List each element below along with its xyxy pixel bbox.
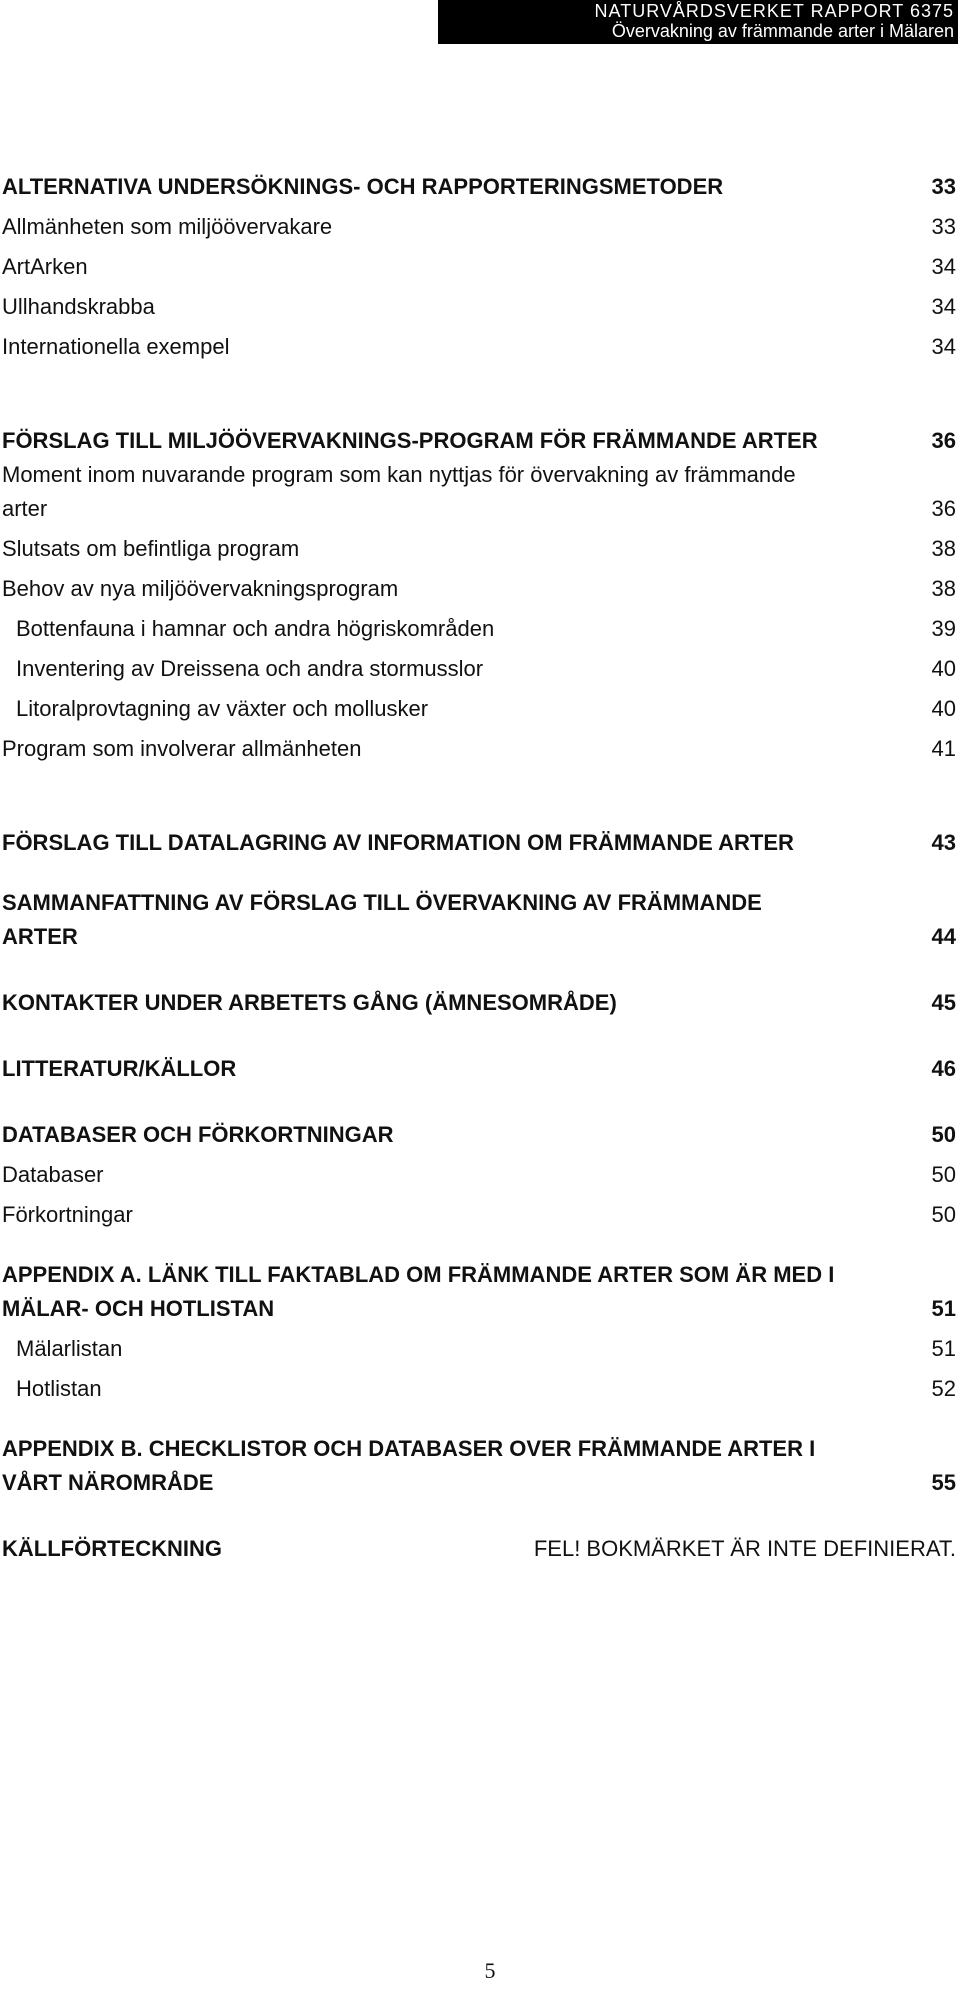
toc-entry-page: 44 bbox=[931, 924, 956, 949]
toc-entry-title: FÖRSLAG TILL MILJÖÖVERVAKNINGS-PROGRAM FÖR FRÄMMANDE ARTER bbox=[2, 428, 818, 453]
toc-entry-title: Bottenfauna i hamnar och andra högriskområden bbox=[16, 616, 495, 641]
toc-entry[interactable] bbox=[2, 1192, 956, 1232]
toc-entry[interactable] bbox=[2, 458, 956, 526]
spacer bbox=[2, 954, 956, 980]
toc-entry-title: SAMMANFATTNING AV FÖRSLAG TILL ÖVERVAKNING AV FRÄMMANDE ARTER bbox=[2, 890, 762, 949]
toc-entry-page: 51 bbox=[931, 1296, 956, 1321]
spacer bbox=[2, 1232, 956, 1258]
toc-entry-page-error: FEL! BOKMÄRKET ÄR INTE DEFINIERAT. bbox=[533, 1536, 956, 1561]
toc-entry-page: 36 bbox=[931, 428, 956, 453]
toc-entry-title: Internationella exempel bbox=[2, 334, 230, 359]
spacer bbox=[2, 1406, 956, 1432]
toc-entry-page: 50 bbox=[931, 1162, 956, 1187]
toc-entry[interactable] bbox=[2, 526, 956, 566]
toc-entry-title: Förkortningar bbox=[2, 1202, 133, 1227]
toc-entry[interactable] bbox=[2, 1258, 956, 1326]
toc-entry-page: 45 bbox=[931, 990, 956, 1015]
toc-entry-page: 55 bbox=[931, 1470, 956, 1495]
toc-entry-page: 33 bbox=[931, 214, 956, 239]
toc-entry[interactable] bbox=[2, 324, 956, 364]
report-title: Övervakning av främmande arter i Mälaren bbox=[611, 21, 954, 41]
toc-entry-page: 38 bbox=[931, 536, 956, 561]
toc-entry[interactable] bbox=[2, 686, 956, 726]
spacer bbox=[2, 364, 956, 390]
toc-entry-page: 39 bbox=[931, 616, 956, 641]
toc-entry-title: Inventering av Dreissena och andra stormusslor bbox=[16, 656, 484, 681]
toc-entry[interactable] bbox=[2, 164, 956, 204]
toc-entry[interactable] bbox=[2, 566, 956, 606]
toc-entry-title: DATABASER OCH FÖRKORTNINGAR bbox=[2, 1122, 394, 1147]
toc-entry-page: 38 bbox=[931, 576, 956, 601]
toc-entry-title: Program som involverar allmänheten bbox=[2, 736, 362, 761]
toc-entry-page: 50 bbox=[931, 1202, 956, 1227]
toc-entry[interactable] bbox=[2, 726, 956, 766]
toc-entry-title: Behov av nya miljöövervakningsprogram bbox=[2, 576, 399, 601]
toc-entry[interactable] bbox=[2, 1046, 956, 1086]
table-of-contents bbox=[2, 164, 956, 1566]
toc-entry[interactable] bbox=[2, 390, 956, 458]
toc-entry-page: 34 bbox=[931, 294, 956, 319]
page-header bbox=[438, 0, 958, 44]
toc-entry-title: ALTERNATIVA UNDERSÖKNINGS- OCH RAPPORTERINGSMETODER bbox=[2, 174, 724, 199]
toc-entry-title: Moment inom nuvarande program som kan nyttjas för övervakning av främmande arter bbox=[2, 462, 796, 521]
toc-entry-page: 36 bbox=[931, 496, 956, 521]
toc-entry-page: 40 bbox=[931, 696, 956, 721]
toc-entry-title: APPENDIX A. LÄNK TILL FAKTABLAD OM FRÄMMANDE ARTER SOM ÄR MED I MÄLAR- OCH HOTLISTAN bbox=[2, 1262, 835, 1321]
toc-entry-title: Ullhandskrabba bbox=[2, 294, 155, 319]
toc-entry-title: APPENDIX B. CHECKLISTOR OCH DATABASER OVER FRÄMMANDE ARTER I VÅRT NÄROMRÅDE bbox=[2, 1436, 816, 1495]
spacer bbox=[2, 1500, 956, 1526]
toc-entry-title: Slutsats om befintliga program bbox=[2, 536, 300, 561]
toc-entry-title: KONTAKTER UNDER ARBETETS GÅNG (ÄMNESOMRÅDE) bbox=[2, 990, 617, 1015]
toc-entry[interactable] bbox=[2, 1112, 956, 1152]
toc-entry[interactable] bbox=[2, 1366, 956, 1406]
toc-entry-title: Litoralprovtagning av växter och mollusker bbox=[16, 696, 429, 721]
toc-entry-title: Databaser bbox=[2, 1162, 104, 1187]
toc-entry-page: 34 bbox=[931, 334, 956, 359]
toc-entry-page: 51 bbox=[931, 1336, 956, 1361]
toc-entry-page: 43 bbox=[931, 830, 956, 855]
toc-entry-page: 46 bbox=[931, 1056, 956, 1081]
toc-entry[interactable] bbox=[2, 792, 956, 860]
toc-entry[interactable] bbox=[2, 284, 956, 324]
toc-entry[interactable] bbox=[2, 244, 956, 284]
toc-entry-title: FÖRSLAG TILL DATALAGRING AV INFORMATION OM FRÄMMANDE ARTER bbox=[2, 830, 794, 855]
toc-entry-page: 33 bbox=[931, 174, 956, 199]
toc-entry[interactable] bbox=[2, 1152, 956, 1192]
toc-entry-title: Mälarlistan bbox=[16, 1336, 123, 1361]
report-id: NATURVÅRDSVERKET RAPPORT 6375 bbox=[594, 1, 954, 21]
toc-entry-title: Hotlistan bbox=[16, 1376, 102, 1401]
spacer bbox=[2, 766, 956, 792]
toc-entry[interactable] bbox=[2, 1526, 956, 1566]
toc-entry[interactable] bbox=[2, 204, 956, 244]
toc-entry-page: 40 bbox=[931, 656, 956, 681]
page-number: 5 bbox=[484, 1958, 496, 1983]
toc-entry-title: KÄLLFÖRTECKNING bbox=[2, 1536, 222, 1561]
toc-entry[interactable] bbox=[2, 606, 956, 646]
toc-entry[interactable] bbox=[2, 980, 956, 1020]
toc-entry-page: 41 bbox=[931, 736, 956, 761]
toc-entry-title: Allmänheten som miljöövervakare bbox=[2, 214, 333, 239]
toc-entry[interactable] bbox=[2, 886, 956, 954]
spacer bbox=[2, 1086, 956, 1112]
toc-entry-title: ArtArken bbox=[2, 254, 88, 279]
toc-entry-page: 50 bbox=[931, 1122, 956, 1147]
toc-entry-title: LITTERATUR/KÄLLOR bbox=[2, 1056, 237, 1081]
toc-entry[interactable] bbox=[2, 646, 956, 686]
spacer bbox=[2, 1020, 956, 1046]
spacer bbox=[2, 860, 956, 886]
toc-entry[interactable] bbox=[2, 1326, 956, 1366]
toc-entry-page: 34 bbox=[931, 254, 956, 279]
toc-entry[interactable] bbox=[2, 1432, 956, 1500]
toc-entry-page: 52 bbox=[931, 1376, 956, 1401]
